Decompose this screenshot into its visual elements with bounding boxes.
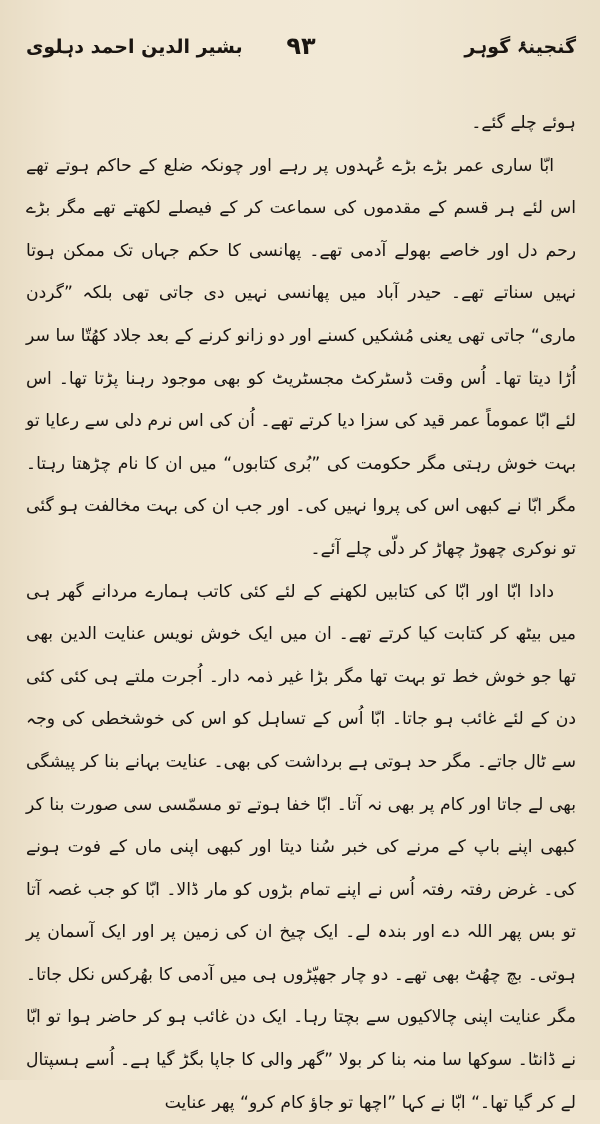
paragraph-2: ابّا ساری عمر بڑے بڑے عُہدوں پر رہے اور چونکہ ضلع کے حاکم ہوتے تھے اس لئے ہر قسم کے مقدموں کی سماعت کر کے فیصلے لکھتے تھے مگر بڑے رحم دل اور خاصے بھولے آدمی تھے۔ پھانسی کا حکم جہاں تک ممکن ہوتا نہیں سناتے تھے۔ حیدر آباد میں پھانسی نہیں دی جاتی تھی بلکہ ”گردن ماری“ جاتی تھی یعنی مُشکیں کسنے اور دو زانو کرنے کے بعد جلاد کھُتّا سا سر اُڑا دیتا تھا۔ اُس وقت ڈسٹرکٹ مجسٹریٹ کو بھی موجود رہنا پڑتا تھا۔ اس لئے ابّا عموماً عمر قید کی سزا دیا کرتے تھے۔ اُن کی اس نرم دلی سے رعایا تو بہت خوش رہتی مگر حکومت کی ”بُری کتابوں“ میں ان کا نام چڑھتا رہتا۔ مگر ابّا نے کبھی اس کی پروا نہیں کی۔ اور جب ان کی بہت مخالفت ہو گئی تو نوکری چھوڑ چھاڑ کر دلّی چلے آئے۔ (26, 155, 576, 559)
paragraph-3: دادا ابّا اور ابّا کی کتابیں لکھنے کے لئے کئی کاتب ہمارے مردانے گھر ہی میں بیٹھ کر کتابت کیا کرتے تھے۔ ان میں ایک خوش نویس عنایت الدین بھی تھا جو خوش خط تو بہت تھا مگر بڑا غیر ذمہ دار۔ اُجرت ملتے ہی کئی کئی دن کے لئے غائب ہو جاتا۔ ابّا اُس کے تساہل کو اس کی خوشخطی کی وجہ سے ٹال جاتے۔ مگر حد ہوتی ہے برداشت کی بھی۔ عنایت بہانے بنا کر پیشگی بھی لے جاتا اور کام پر بھی نہ آتا۔ ابّا خفا ہوتے تو مسمّسی سی صورت بنا کر کبھی اپنے باپ کے مرنے کی خبر سُنا دیتا اور کبھی اپنی ماں کے فوت ہونے کی۔ غرض رفتہ رفتہ اُس نے اپنے تمام بڑوں کو مار ڈالا۔ ابّا کو جب غصہ آتا تو بس پھر اللہ دے اور بندہ لے۔ ایک چیخ ان کی زمین پر اور ایک آسمان پر ہوتی۔ بچ چھُٹ بھی تھے۔ دو چار جھپّڑوں ہی میں آدمی کا بھُرکس نکل جاتا۔ مگر عنایت اپنی چالاکیوں سے بچتا رہا۔ ایک دن غائب ہو کر حاضر ہوا تو ابّا نے ڈانٹا۔ سوکھا سا منہ بنا کر بولا ”گھر والی کا جاپا بگڑ گیا ہے۔ اُسے ہسپتال لے کر گیا تھا۔“ ابّا نے کہا ”اچھا تو جاؤ کام کرو“ پھر عنایت (26, 581, 576, 1113)
page-number: ۹۳ (286, 32, 316, 60)
book-title: گنجینۂ گوہر (464, 36, 576, 58)
page-header (26, 30, 576, 80)
paragraph-1: ہوئے چلے گئے۔ (471, 113, 576, 133)
author-name: بشیر الدین احمد دہلوی (26, 36, 243, 58)
body-text (26, 102, 576, 1124)
